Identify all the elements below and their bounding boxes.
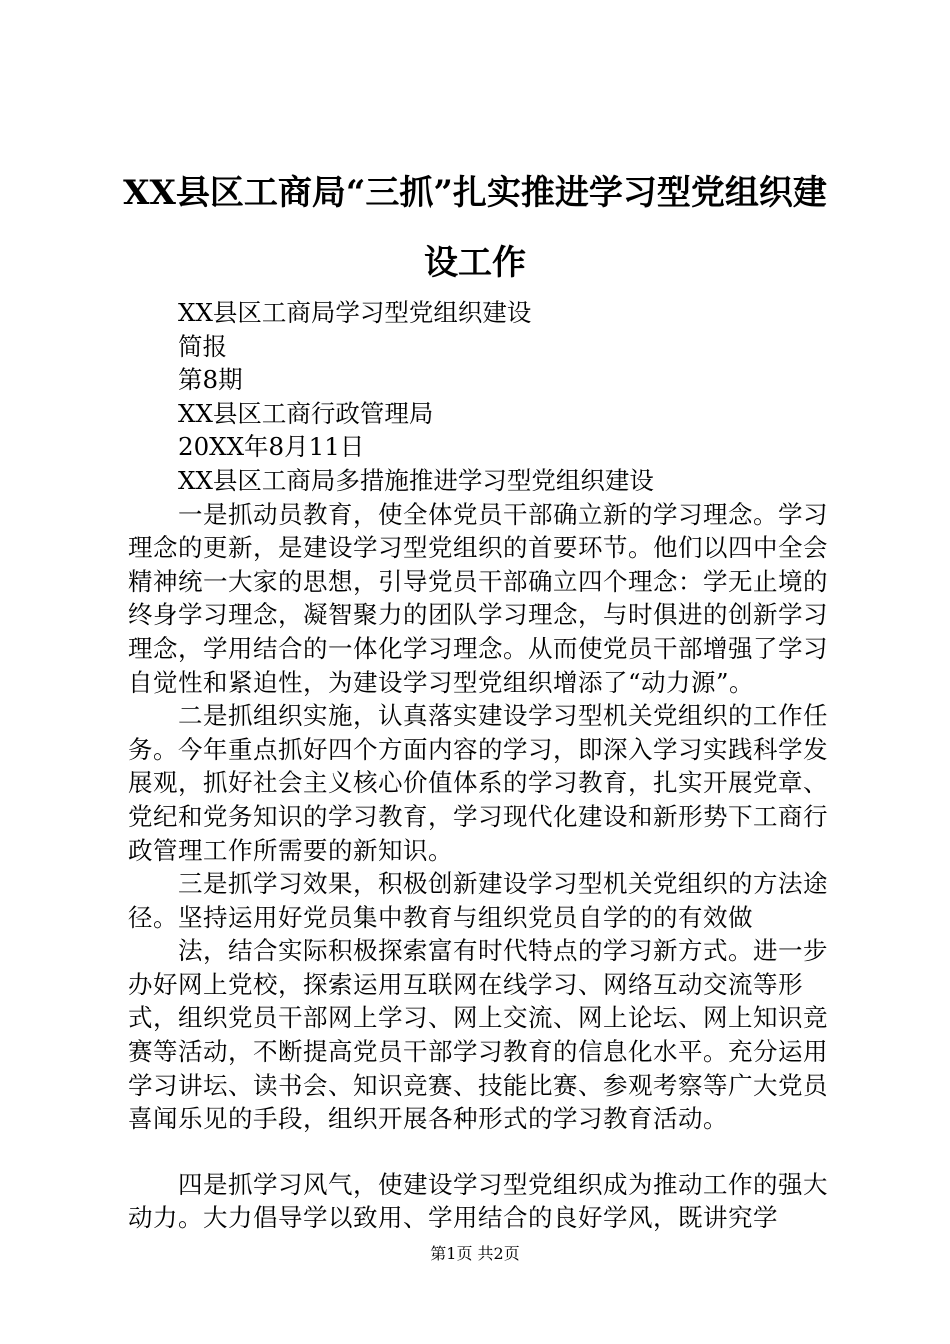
header-line-type: 简报 [178, 331, 227, 361]
header-line-date: 20XX年8月11日 [178, 432, 365, 462]
paragraph-3: 三是抓学习效果，积极创新建设学习型机关党组织的方法途径。坚持运用好党员集中教育与组织党员自学的的有效做 [128, 869, 828, 932]
paragraph-1: 一是抓动员教育，使全体党员干部确立新的学习理念。学习理念的更新，是建设学习型党组织的首要环节。他们以四中全会精神统一大家的思想，引导党员干部确立四个理念：学无止境的终身学习理念，凝智聚力的团队学习理念，与时俱进的创新学习理念，学用结合的一体化学习理念。从而使党员干部增强了学习自觉性和紧迫性，为建设学习型党组织增添了“动力源”。 [128, 499, 828, 697]
paragraph-2: 二是抓组织实施，认真落实建设学习型机关党组织的工作任务。今年重点抓好四个方面内容的学习，即深入学习实践科学发展观，抓好社会主义核心价值体系的学习教育，扎实开展党章、党纪和党务知识的学习教育，学习现代化建设和新形势下工商行政管理工作所需要的新知识。 [128, 701, 828, 865]
header-line-subtitle: XX县区工商局多措施推进学习型党组织建设 [178, 465, 654, 495]
header-line-issuer: XX县区工商行政管理局 [178, 398, 434, 428]
header-line-org: XX县区工商局学习型党组织建设 [178, 298, 532, 327]
paragraph-4: 法，结合实际积极探索富有时代特点的学习新方式。进一步办好网上党校，探索运用互联网在线学习、网络互动交流等形式，组织党员干部网上学习、网上交流、网上论坛、网上知识竞赛等活动，不断提高党员干部学习教育的信息化水平。充分运用学习讲坛、读书会、知识竞赛、技能比赛、参观考察等广大党员喜闻乐见的手段，组织开展各种形式的学习教育活动。 [128, 936, 828, 1134]
page-number-footer: 第1页 共2页 [430, 1244, 520, 1263]
document-title: XX县区工商局“三抓”扎实推进学习型党组织建设工作 [123, 173, 827, 283]
paragraph-5: 四是抓学习风气，使建设学习型党组织成为推动工作的强大动力。大力倡导学以致用、学用结合的良好学风，既讲究学 [128, 1169, 828, 1233]
header-line-issue: 第8期 [178, 365, 243, 395]
document-body [128, 296, 840, 1235]
